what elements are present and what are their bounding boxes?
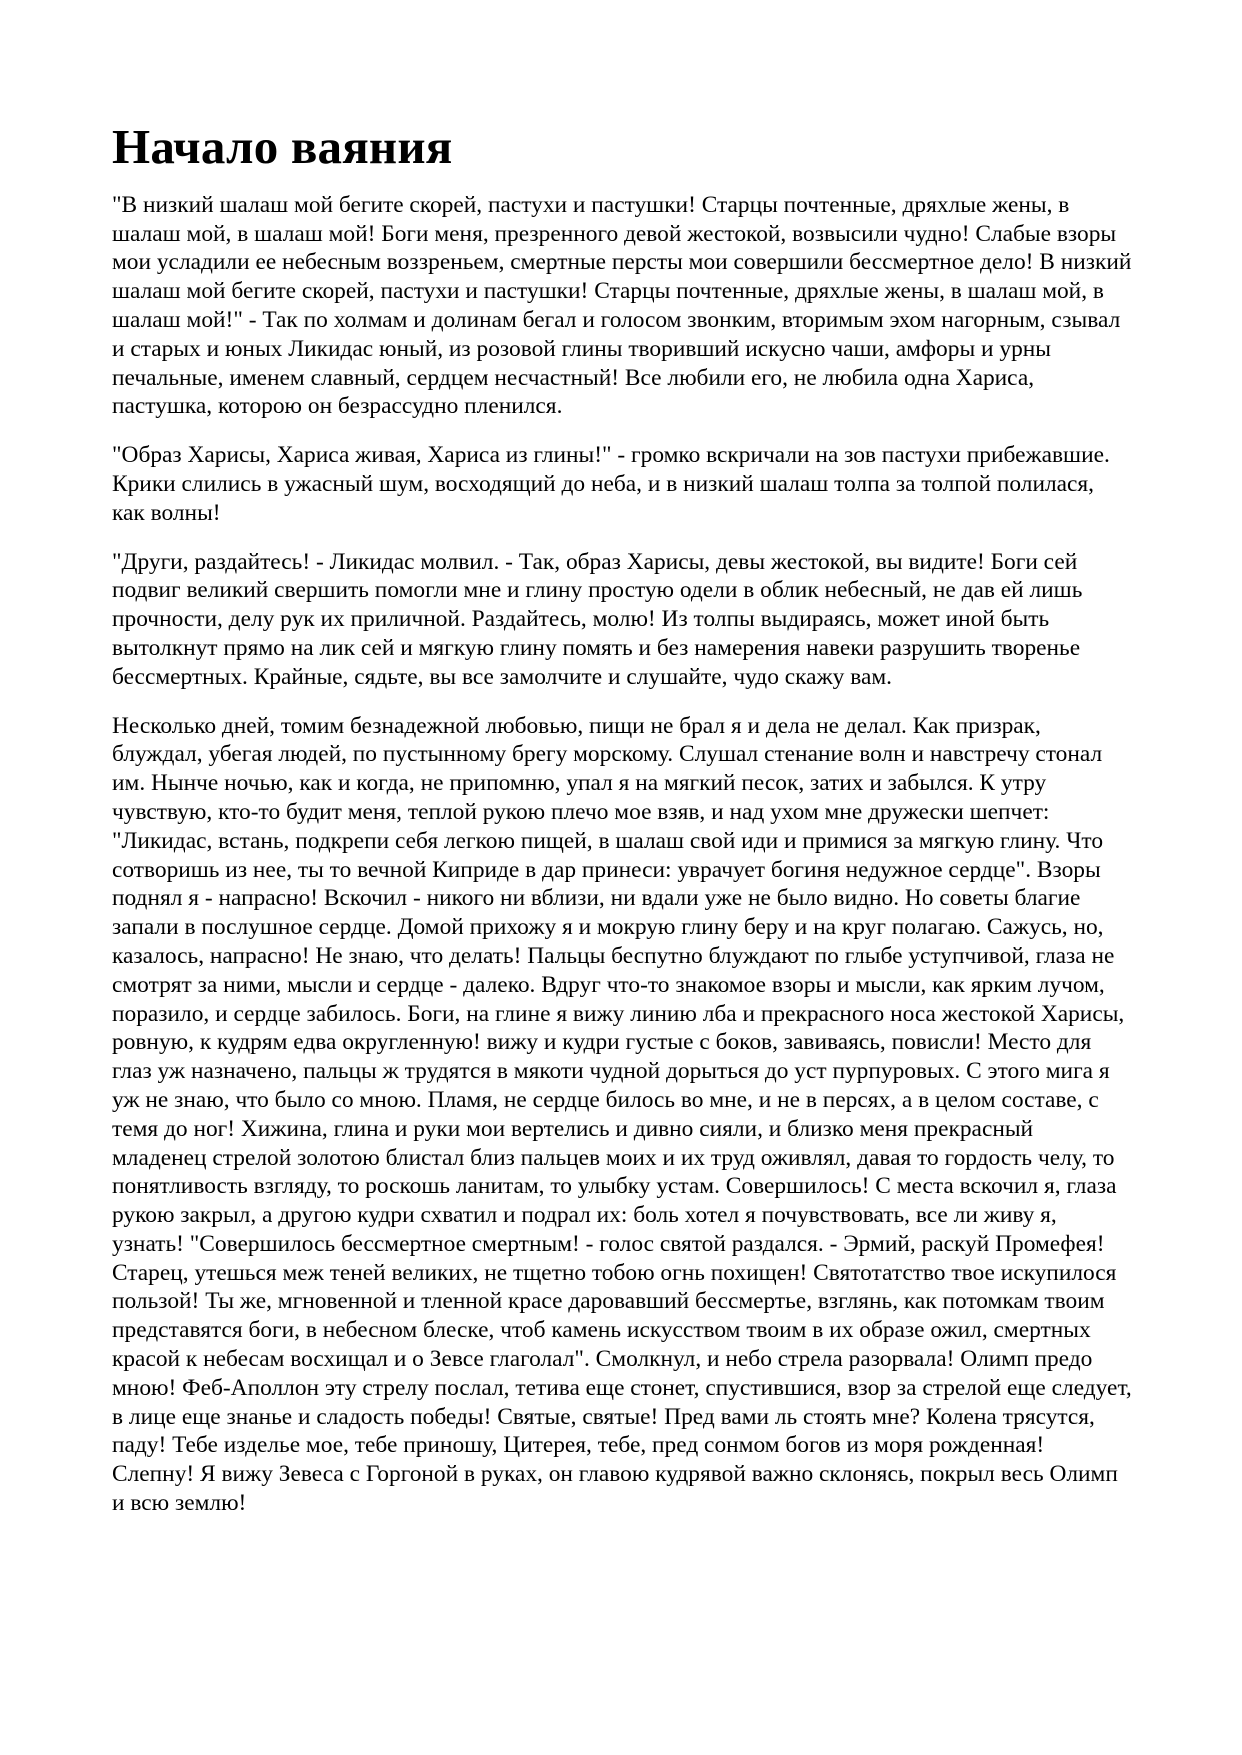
- page-title: Начало ваяния: [112, 119, 453, 174]
- paragraph-1: "В низкий шалаш мой бегите скорей, пастухи и пастушки! Старцы почтенные, дряхлые жены, в шалаш мой, в шалаш мой! Боги меня, презренного девой жестокой, возвысили чудно! Слабые взоры мои усладили ее небесным воззреньем, смертные персты мои совершили бессмертное дело! В низкий шалаш мой бегите скорей, пастухи и пастушки! Старцы почтенные, дряхлые жены, в шалаш мой, в шалаш мой!" - Так по холмам и долинам бегал и голосом звонким, вторимым эхом нагорным, сзывал и старых и юных Ликидас юный, из розовой глины творивший искусно чаши, амфоры и урны печальные, именем славный, сердцем несчастный! Все любили его, не любила одна Хариса, пастушка, которою он безрассудно пленился.: [112, 191, 1132, 420]
- paragraph-4: Несколько дней, томим безнадежной любовью, пищи не брал я и дела не делал. Как призрак, блуждал, убегая людей, по пустынному брегу морскому. Слушал стенание волн и навстречу стонал им. Нынче ночью, как и когда, не припомню, упал я на мягкий песок, затих и забылся. К утру чувствую, кто-то будит меня, теплой рукою плечо мое взяв, и над ухом мне дружески шепчет: "Ликидас, встань, подкрепи себя легкою пищей, в шалаш свой иди и примися за мягкую глину. Что сотворишь из нее, ты то вечной Киприде в дар принеси: уврачует богиня недужное сердце". Взоры поднял я - напрасно! Вскочил - никого ни вблизи, ни вдали уже не было видно. Но советы благие запали в послушное сердце. Домой прихожу я и мокрую глину беру и на круг полагаю. Сажусь, но, казалось, напрасно! Не знаю, что делать! Пальцы беспутно блуждают по глыбе уступчивой, глаза не смотрят за ними, мысли и сердце - далеко. Вдруг что-то знакомое взоры и мысли, как ярким лучом, поразило, и сердце забилось. Боги, на глине я вижу линию лба и прекрасного носа жестокой Харисы, ровную, к кудрям едва округленную! вижу и кудри густые с боков, завиваясь, повисли! Место для глаз уж назначено, пальцы ж трудятся в мякоти чудной дорыться до уст пурпуровых. С этого мига я уж не знаю, что было со мною. Пламя, не сердце билось во мне, и не в персях, а в целом составе, с темя до ног! Хижина, глина и руки мои вертелись и дивно сияли, и близко меня прекрасный младенец стрелой золотою блистал близ пальцев моих и их труд оживлял, давая то гордость челу, то понятливость взгляду, то роскошь ланитам, то улыбку устам. Совершилось! С места вскочил я, глаза рукою закрыл, а другою кудри схватил и подрал их: боль хотел я почувствовать, все ли живу я, узнать! "Совершилось бессмертное смертным! - голос святой раздался. - Эрмий, раскуй Промефея! Старец, утешься меж теней великих, не тщетно тобою огнь похищен! Святотатство твое искупилося пользой! Ты же, мгновенной и тленной красе даровавший бессмертье, взглянь, как потомкам твоим представятся боги, в небесном блеске, чтоб камень искусством твоим в их образе ожил, смертных красой к небесам восхищал и о Зевсе глаголал". Смолкнул, и небо стрела разорвала! Олимп предо мною! Феб-Аполлон эту стрелу послал, тетива еще стонет, спустившися, взор за стрелой еще следует, в лице еще знанье и сладость победы! Святые, святые! Пред вами ль стоять мне? Колена трясутся, паду! Тебе изделье мое, тебе приношу, Цитерея, тебе, пред сонмом богов из моря рожденная! Слепну! Я вижу Зевеса с Горгоной в руках, он главою кудрявой важно склонясь, покрыл весь Олимп и всю землю!: [112, 712, 1132, 1517]
- paragraph-3: "Други, раздайтесь! - Ликидас молвил. - Так, образ Харисы, девы жестокой, вы видите! Боги сей подвиг великий свершить помогли мне и глину простую одели в облик небесный, не дав ей лишь прочности, делу рук их приличной. Раздайтесь, молю! Из толпы выдираясь, может иной быть вытолкнут прямо на лик сей и мягкую глину помять и без намерения навеки разрушить творенье бессмертных. Крайные, сядьте, вы все замолчите и слушайте, чудо скажу вам.: [112, 548, 1083, 690]
- document-page: [112, 118, 1132, 1538]
- paragraph-2: "Образ Харисы, Хариса живая, Хариса из глины!" - громко вскричали на зов пастухи прибежавшие. Крики слились в ужасный шум, восходящий до неба, и в низкий шалаш толпа за толпой полилася, как волны!: [112, 442, 1110, 526]
